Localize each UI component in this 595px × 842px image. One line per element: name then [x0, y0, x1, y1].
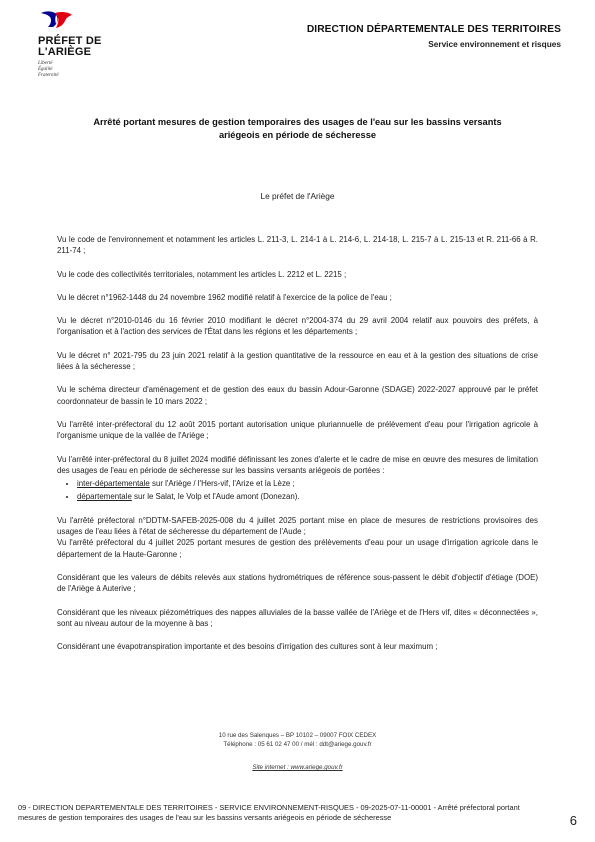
republic-motto: Liberté Égalité Fraternité [38, 61, 59, 78]
prefecture-logo [38, 10, 118, 79]
document-body [57, 234, 538, 664]
scope-list [57, 478, 538, 503]
prefecture-name: PRÉFET DE L'ARIÈGE [38, 35, 102, 58]
paragraph: Vu l'arrêté préfectoral n°DDTM-SAFEB-2025-008 du 4 juillet 2025 portant mise en place de mesures de restrictions provisoires des usages de l'eau liées à l'état de sécheresse du département de l'Aude ; [57, 515, 538, 537]
footer-address: 10 rue des Salenques – BP 10102 – 09007 FOIX CEDEX Téléphone : 05 61 02 47 00 / mél : ddt@ariege.gouv.fr [218, 732, 377, 748]
direction-name: DIRECTION DÉPARTEMENTALE DES TERRITOIRES [306, 24, 561, 35]
issuing-service [307, 24, 561, 49]
footer-website-link[interactable]: Site internet : www.ariege.gouv.fr [252, 764, 343, 771]
paragraph: Vu le code de l'environnement et notamment les articles L. 211-3, L. 214-1 à L. 214-6, L. 214-18, L. 215-7 à L. 215-13 et R. 211-66 à R. 211-74 ; [57, 235, 538, 256]
paragraph: Vu l'arrêté préfectoral du 4 juillet 2025 portant mesures de gestion des prélèvements d'eau pour un usage d'irrigation agricole dans le département de la Haute-Garonne ; [57, 538, 538, 559]
paragraph: Vu le décret n°2010-0146 du 16 février 2010 modifiant le décret n°2004-374 du 29 avril 2004 relatif aux pouvoirs des préfets, à l'organisation et à l'action des services de l'État dans les régions et les départements ; [57, 316, 538, 337]
document-reference: 09 - DIRECTION DEPARTEMENTALE DES TERRITOIRES - SERVICE ENVIRONNEMENT-RISQUES - 09-2025-07-11-00001 - Arrêté préfectoral portant mesures de gestion temporaires des usages de l'eau sur les bassins versants ariégeois en période de sécheresse [18, 803, 520, 822]
list-item: • départementale sur le Salat, le Volp et l'Aude amont (Donezan). [77, 491, 538, 502]
document-title: Arrêté portant mesures de gestion temporaires des usages de l'eau sur les bassins versants ariégeois en période de sécheresse [93, 117, 502, 140]
paragraph: Vu le décret n°1962-1448 du 24 novembre 1962 modifié relatif à l'exercice de la police de l'eau ; [57, 292, 392, 302]
paragraph: Considérant une évapotranspiration importante et des besoins d'irrigation des cultures sont à leur maximum ; [57, 642, 438, 652]
paragraph: Considérant que les valeurs de débits relevés aux stations hydrométriques de référence sous-passent le débit d'objectif d'étiage (DOE) de l'Ariège à Auterive ; [57, 572, 538, 594]
page-number: 6 [569, 813, 577, 828]
paragraph: Vu l'arrêté inter-préfectoral du 8 juillet 2024 modifié définissant les zones d'alerte et le cadre de mise en œuvre des mesures de limitation des usages de l'eau en période de sécheresse sur les bassins versants ariégeois de portées : [57, 454, 538, 475]
paragraph: Vu le décret n° 2021-795 du 23 juin 2021 relatif à la gestion quantitative de la ressource en eau et à la gestion des situations de crise liées à la sécheresse ; [57, 350, 538, 372]
paragraph: Considérant que les niveaux piézométriques des nappes alluviales de la basse vallée de l'Ariège et de l'Hers vif, dites « déconnectées », sont au niveau autour de la moyenne à bas ; [57, 607, 538, 628]
marianne-emblem-icon [39, 10, 73, 29]
list-item: • inter-départementale sur l'Ariège / l'Hers-vif, l'Arize et la Lèze ; [77, 478, 538, 489]
paragraph: Vu l'arrêté inter-préfectoral du 12 août 2015 portant autorisation unique pluriannuelle de prélèvement d'eau pour l'irrigation agricole à l'organisme unique de la vallée de l'Ariège ; [57, 419, 538, 441]
paragraph: Vu le schéma directeur d'aménagement et de gestion des eaux du bassin Adour-Garonne (SDAGE) 2022-2027 approuvé par le préfet coordonnateur de bassin le 10 mars 2022 ; [57, 385, 538, 406]
prefet-heading: Le préfet de l'Ariège [260, 191, 335, 201]
service-name: Service environnement et risques [428, 39, 561, 49]
paragraph: Vu le code des collectivités territoriales, notamment les articles L. 2212 et L. 2215 ; [57, 269, 347, 279]
